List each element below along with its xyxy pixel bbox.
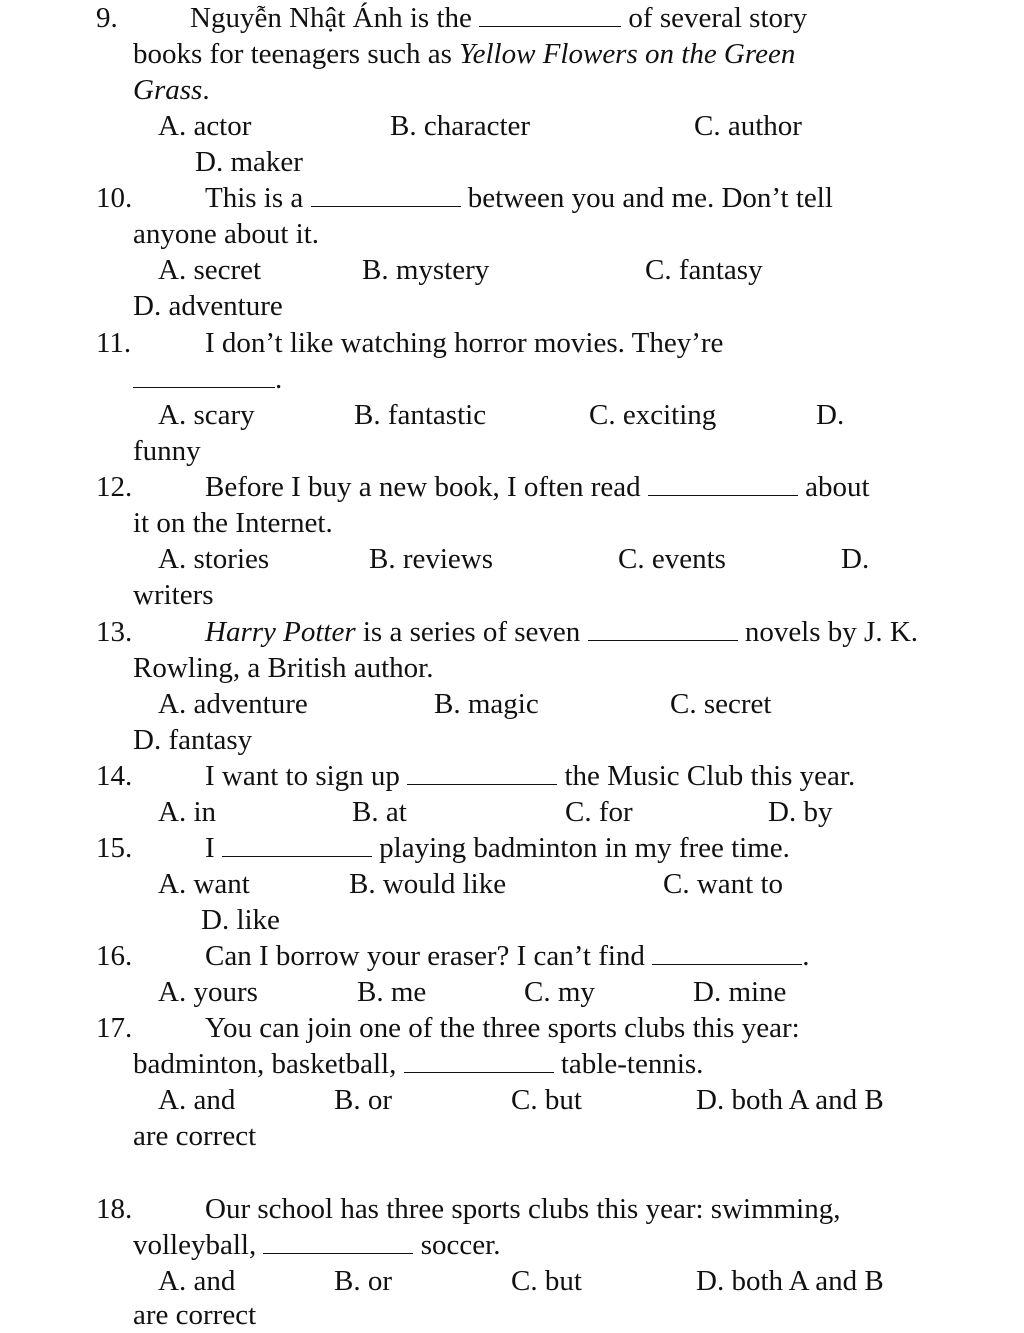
answer-blank [652,942,802,965]
answer-blank-line: . [133,361,282,397]
question-number: 13. [96,616,133,648]
option-c[interactable]: C. my [524,976,595,1008]
answer-blank [407,762,557,785]
question-stem-line: badminton, basketball, table-tennis. [133,1048,704,1080]
option-b[interactable]: B. me [357,976,427,1008]
question-number: 17. [96,1012,133,1044]
option-b[interactable]: B. magic [434,688,539,720]
option-d[interactable]: D. fantasy [133,724,253,756]
option-a[interactable]: A. secret [158,254,262,286]
question-number: 11. [96,327,132,359]
option-d[interactable]: D. like [201,904,280,936]
option-b[interactable]: B. fantastic [354,399,487,431]
option-b[interactable]: B. at [352,796,407,828]
option-d-cont[interactable]: are correct [133,1299,257,1331]
option-a[interactable]: A. adventure [158,688,308,720]
question-stem: You can join one of the three sports clubs this year: [205,1012,800,1044]
question-stem-line: volleyball, soccer. [133,1229,501,1261]
option-b[interactable]: B. character [390,110,531,142]
question-number: 9. [96,2,118,34]
answer-blank [479,4,621,27]
option-d[interactable]: D. both A and B [696,1084,884,1116]
question-stem: I want to sign up the Music Club this year. [205,760,856,792]
question-number: 15. [96,832,133,864]
option-c[interactable]: C. but [511,1084,582,1116]
question-number: 18. [96,1193,133,1225]
option-d[interactable]: D. by [768,796,833,828]
option-c[interactable]: C. fantasy [645,254,763,286]
question-stem: Can I borrow your eraser? I can’t find . [205,940,810,972]
option-d-word[interactable]: funny [133,435,201,467]
book-title: Harry Potter [205,616,356,648]
option-b[interactable]: B. or [334,1265,392,1297]
question-stem-line: books for teenagers such as Yellow Flowers on the Green [133,38,796,70]
option-c[interactable]: C. want to [663,868,784,900]
option-b[interactable]: B. would like [349,868,507,900]
option-d[interactable]: D. [816,399,845,431]
option-b[interactable]: B. mystery [362,254,490,286]
option-d[interactable]: D. both A and B [696,1265,884,1297]
option-d[interactable]: D. mine [693,976,787,1008]
option-c[interactable]: C. for [565,796,633,828]
answer-blank [263,1231,413,1254]
option-c[interactable]: C. author [694,110,802,142]
option-d[interactable]: D. adventure [133,290,283,322]
option-c[interactable]: C. events [618,543,726,575]
option-b[interactable]: B. or [334,1084,392,1116]
question-stem: I don’t like watching horror movies. They’re [205,327,724,359]
question-number: 16. [96,940,133,972]
option-a[interactable]: A. scary [158,399,255,431]
question-stem-line: anyone about it. [133,218,320,250]
option-c[interactable]: C. exciting [589,399,717,431]
option-a[interactable]: A. yours [158,976,258,1008]
option-a[interactable]: A. and [158,1265,236,1297]
question-number: 12. [96,471,133,503]
question-stem-line: Grass. [133,74,210,106]
question-number: 14. [96,760,133,792]
question-stem: Our school has three sports clubs this year: swimming, [205,1193,841,1225]
question-stem: Nguyễn Nhật Ánh is the of several story [190,2,808,34]
question-stem: I playing badminton in my free time. [205,832,790,864]
option-c[interactable]: C. but [511,1265,582,1297]
option-a[interactable]: A. and [158,1084,236,1116]
question-stem: Before I buy a new book, I often read about [205,471,870,503]
answer-blank [648,473,798,496]
option-d-word[interactable]: writers [133,579,214,611]
option-a[interactable]: A. in [158,796,216,828]
question-stem: Harry Potter is a series of seven novels by J. K. [205,616,919,648]
option-b[interactable]: B. reviews [369,543,494,575]
question-stem-line: it on the Internet. [133,507,333,539]
answer-blank [222,834,372,857]
book-title: Yellow Flowers on the Green [459,38,796,70]
answer-blank [133,365,275,388]
answer-blank [311,184,461,207]
option-d[interactable]: D. [841,543,870,575]
answer-blank [588,618,738,641]
option-a[interactable]: A. actor [158,110,252,142]
option-c[interactable]: C. secret [670,688,772,720]
book-title-cont: Grass [133,74,203,106]
question-stem: This is a between you and me. Don’t tell [205,182,833,214]
option-d-cont[interactable]: are correct [133,1120,257,1152]
answer-blank [404,1050,554,1073]
option-a[interactable]: A. want [158,868,250,900]
option-d[interactable]: D. maker [195,146,303,178]
option-a[interactable]: A. stories [158,543,270,575]
question-stem-line: Rowling, a British author. [133,652,434,684]
question-number: 10. [96,182,133,214]
